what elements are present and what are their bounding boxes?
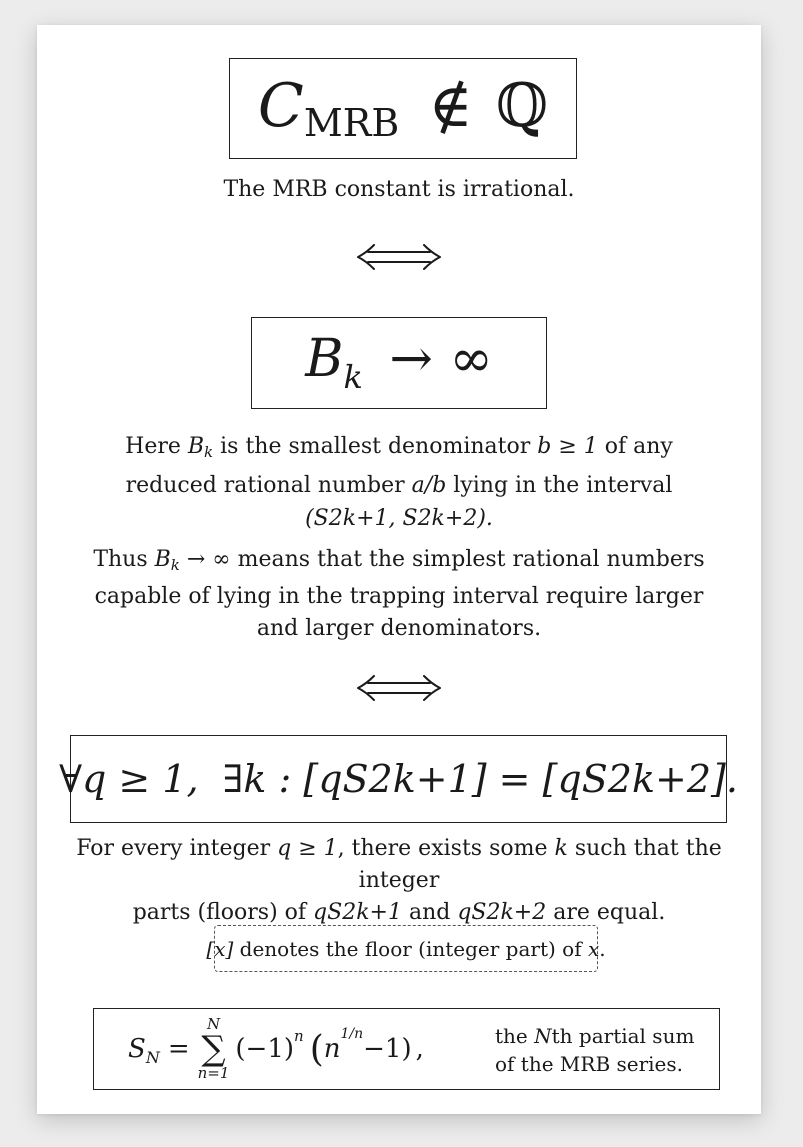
consequence-caption-line-2: capable of lying in the trapping interval require larger bbox=[94, 584, 704, 609]
denominator-caption-line-2: reduced rational number a/b lying in the interval bbox=[125, 473, 673, 498]
floor-statement-caption bbox=[37, 833, 761, 929]
denominator-caption bbox=[37, 430, 761, 535]
floor-notation-note: [x] denotes the floor (integer part) of x . bbox=[214, 925, 598, 972]
sigma-icon: ∑ bbox=[201, 1029, 226, 1069]
partial-sum-definition-box bbox=[93, 1008, 720, 1090]
denominator-caption-line-1: Here Bk is the smallest denominator b ≥ 1 of any bbox=[125, 434, 673, 461]
partial-sum-description bbox=[495, 1022, 694, 1078]
denominator-formula: $B_k$ → ∞ bbox=[305, 329, 493, 396]
partial-sum-formula: S N = N ∑ n=1 (−1) n ( n 1/n −1) , bbox=[128, 1015, 424, 1082]
irrationality-formula: CMRB ∉ ℚ bbox=[257, 70, 549, 145]
interval-expression: (S2k+1, S2k+2). bbox=[305, 506, 493, 531]
equivalence-arrow-icon bbox=[356, 244, 442, 270]
denominator-formula-box bbox=[251, 317, 547, 409]
floor-statement-box bbox=[59, 735, 738, 823]
consequence-caption bbox=[37, 544, 761, 645]
floor-caption-line-1: For every integer q ≥ 1, there exists some k such that the integer bbox=[76, 836, 722, 893]
consequence-caption-line-1: Thus Bk → ∞ means that the simplest rational numbers bbox=[93, 547, 705, 574]
description-line-2: of the MRB series. bbox=[495, 1052, 684, 1076]
summation-symbol: N ∑ n=1 bbox=[197, 1015, 230, 1082]
irrationality-formula-box bbox=[229, 58, 577, 159]
description-line-1: the Nth partial sum bbox=[495, 1024, 695, 1048]
floor-statement-formula: ∀q ≥ 1, ∃k : [qS2k+1] = [qS2k+2]. bbox=[59, 757, 738, 801]
consequence-caption-line-3: and larger denominators. bbox=[256, 616, 542, 641]
irrationality-caption: The MRB constant is irrational. bbox=[223, 177, 575, 202]
equivalence-arrow-icon bbox=[356, 675, 442, 701]
floor-caption-line-2: parts (floors) of qS2k+1 and qS2k+2 are equal. bbox=[132, 900, 666, 925]
document-page bbox=[37, 25, 761, 1114]
